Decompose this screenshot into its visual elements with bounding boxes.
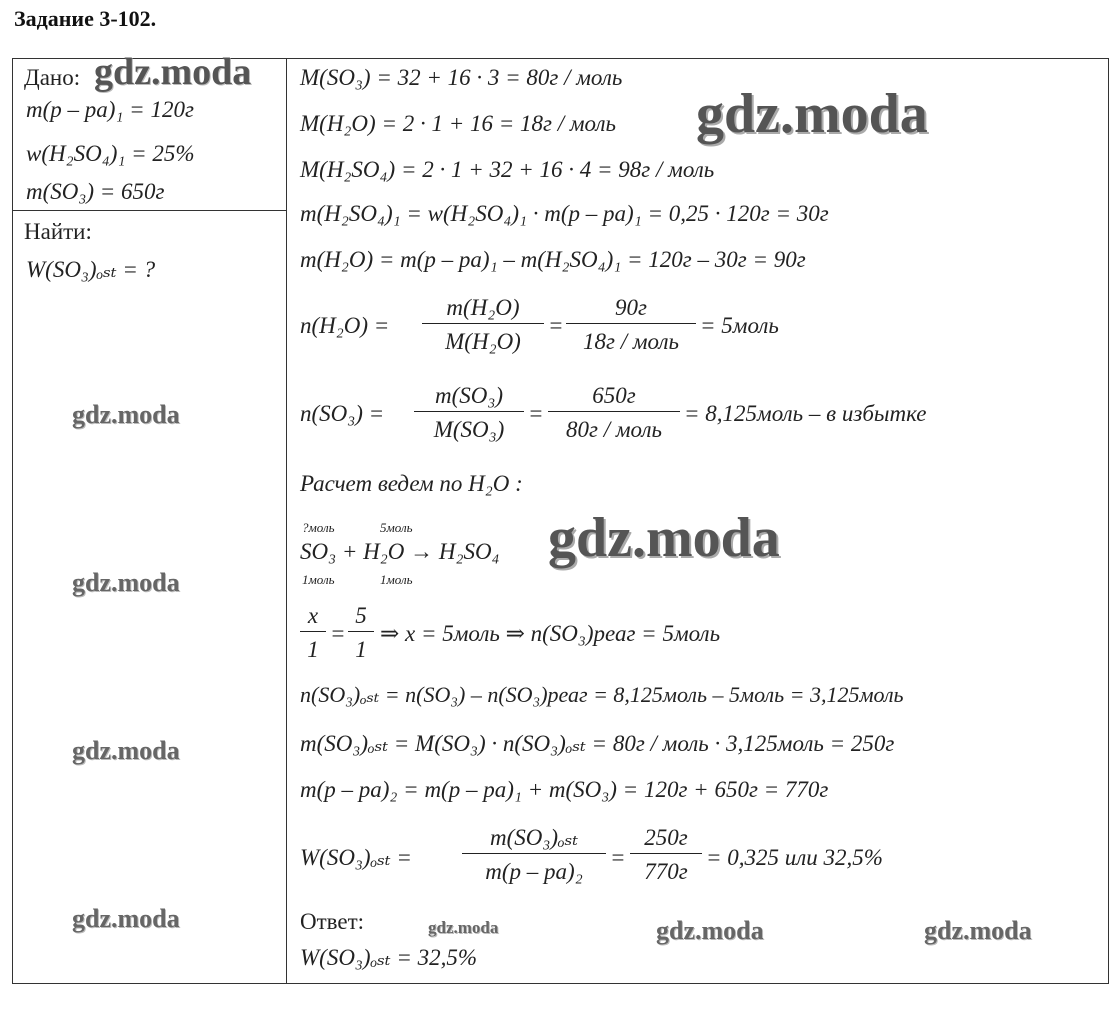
wso3-fraction-2-denominator: 770г (630, 853, 702, 883)
given-find-divider (12, 210, 287, 211)
solution-line-2: M(H₂O) = 2 · 1 + 16 = 18г / моль (300, 111, 616, 136)
given-line-1: m(p – pa)₁ = 120г (26, 97, 194, 122)
nh2o-fraction-1-denominator: M(H₂O) (422, 323, 544, 353)
nso3-fraction-2-numerator: 650г (592, 383, 636, 408)
watermark: gdz.moda (696, 83, 928, 145)
proportion-eq: = (330, 621, 346, 646)
page-title: Задание 3-102. (14, 6, 157, 31)
given-line-2: w(H₂SO₄)₁ = 25% (26, 141, 195, 166)
proportion-rhs: ⇒ x = 5моль ⇒ n(SO₃)реаг = 5моль (380, 621, 721, 646)
solution-line-7: m(SO₃)ₒₛₜ = M(SO₃) · n(SO₃)ₒₛₜ = 80г / моль · 3,125моль = 250г (300, 731, 895, 756)
solution-line-4: m(H₂SO₄)₁ = w(H₂SO₄)₁ · m(p – pa)₁ = 0,25 · 120г = 30г (300, 201, 829, 226)
wso3-lhs: W(SO₃)ₒₛₜ = (300, 845, 412, 870)
reaction-below-2: 1моль (380, 572, 413, 587)
proportion-fraction-2-denominator: 1 (348, 631, 374, 661)
nh2o-lhs: n(H₂O) = (300, 313, 390, 338)
nso3-fraction-2 (548, 384, 680, 441)
nh2o-fraction-2 (566, 296, 696, 353)
solution-line-8: m(p – pa)₂ = m(p – pa)₁ + m(SO₃) = 120г + 650г = 770г (300, 777, 829, 802)
nso3-eq: = (528, 401, 544, 426)
given-label: Дано: (24, 65, 81, 90)
nso3-lhs: n(SO₃) = (300, 401, 385, 426)
column-divider (286, 58, 287, 984)
reaction-equation: SO₃ + H₂O → H₂SO₄ (300, 539, 500, 564)
nso3-fraction-1-numerator: m(SO₃) (434, 383, 504, 408)
proportion-fraction-1-numerator: x (307, 603, 319, 628)
nh2o-fraction-2-denominator: 18г / моль (566, 323, 696, 353)
calc-note: Расчет ведем по H₂O : (300, 471, 523, 496)
find-label: Найти: (24, 219, 92, 244)
watermark: gdz.moda (656, 916, 764, 945)
solution-line-6: n(SO₃)ₒₛₜ = n(SO₃) – n(SO₃)реаг = 8,125моль – 5моль = 3,125моль (300, 682, 904, 707)
answer-value: W(SO₃)ₒₛₜ = 32,5% (300, 945, 478, 970)
solution-line-1: M(SO₃) = 32 + 16 · 3 = 80г / моль (300, 65, 623, 90)
answer-label: Ответ: (300, 909, 365, 934)
wso3-eq: = (610, 845, 626, 870)
nh2o-fraction-2-numerator: 90г (615, 295, 647, 320)
nh2o-fraction-1 (422, 296, 544, 353)
watermark: gdz.moda (428, 918, 499, 937)
reaction-above-1: ?моль (302, 520, 335, 535)
wso3-fraction-2 (630, 826, 702, 883)
nso3-fraction-1 (414, 384, 524, 441)
find-line-1: W(SO₃)ₒₛₜ = ? (26, 257, 156, 282)
proportion-fraction-2 (348, 604, 374, 661)
watermark: gdz.moda (924, 916, 1032, 945)
watermark: gdz.moda (72, 568, 180, 597)
reaction-above-2: 5моль (380, 520, 413, 535)
nso3-rhs: = 8,125моль – в избытке (684, 401, 927, 426)
nh2o-fraction-1-numerator: m(H₂O) (446, 295, 520, 320)
wso3-fraction-1 (462, 826, 606, 883)
wso3-fraction-1-denominator: m(p – pa)₂ (462, 853, 606, 883)
wso3-fraction-2-numerator: 250г (644, 825, 688, 850)
nso3-fraction-1-denominator: M(SO₃) (414, 411, 524, 441)
proportion-fraction-2-numerator: 5 (355, 603, 367, 628)
nso3-fraction-2-denominator: 80г / моль (548, 411, 680, 441)
wso3-fraction-1-numerator: m(SO₃)ₒₛₜ (489, 825, 579, 850)
nh2o-rhs: = 5моль (700, 313, 779, 338)
watermark: gdz.moda (94, 51, 252, 93)
watermark: gdz.moda (548, 507, 780, 569)
wso3-rhs: = 0,325 или 32,5% (706, 845, 883, 870)
solution-line-3: M(H₂SO₄) = 2 · 1 + 32 + 16 · 4 = 98г / моль (300, 157, 715, 182)
given-line-3: m(SO₃) = 650г (26, 179, 165, 204)
solution-line-5: m(H₂O) = m(p – pa)₁ – m(H₂SO₄)₁ = 120г – 30г = 90г (300, 247, 806, 272)
proportion-fraction-1-denominator: 1 (300, 631, 326, 661)
watermark: gdz.moda (72, 904, 180, 933)
watermark: gdz.moda (72, 400, 180, 429)
nh2o-eq: = (548, 313, 564, 338)
watermark: gdz.moda (72, 736, 180, 765)
reaction-below-1: 1моль (302, 572, 335, 587)
proportion-fraction-1 (300, 604, 326, 661)
